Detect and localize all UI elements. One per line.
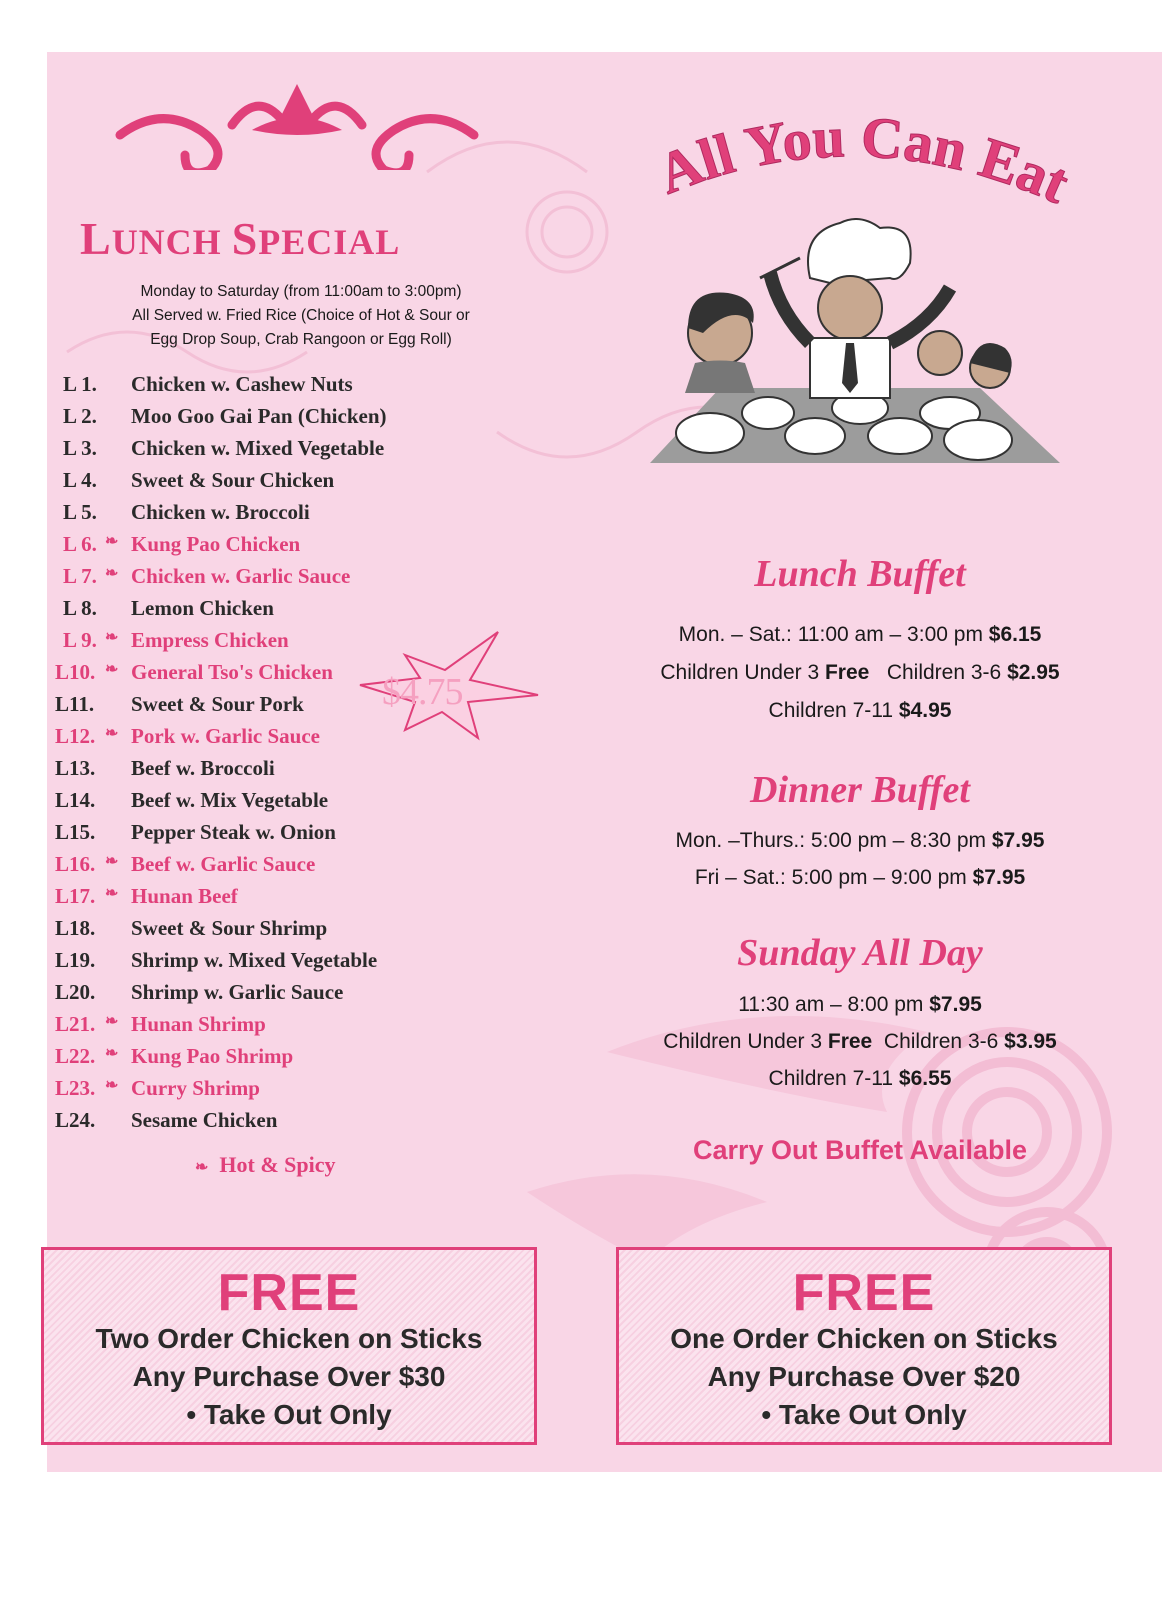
menu-item-name: Beef w. Mix Vegetable [131,788,329,812]
menu-item-name: Kung Pao Shrimp [131,1044,294,1068]
lunch-buffet-hours: Mon. – Sat.: 11:00 am – 3:00 pm $6.15 [678,623,1042,646]
menu-item-number: L23. [55,1076,96,1100]
menu-item-number: L11. [55,692,95,716]
lunch-special-price: $4.75 [382,671,463,713]
menu-item-name: General Tso's Chicken [131,660,333,684]
coupon-free-label: FREE [217,1264,361,1322]
chili-icon: ❧ [105,629,119,646]
menu-item-number: L 4. [63,468,97,492]
menu-item-name: Empress Chicken [131,628,289,652]
hot-spicy-legend: ❧ Hot & Spicy [195,1152,336,1177]
lunch-special-description [95,280,507,352]
menu-item-number: L18. [55,916,96,940]
menu-item-number: L20. [55,980,96,1004]
menu-item-name: Beef w. Garlic Sauce [131,852,316,876]
chili-icon: ❧ [105,661,119,678]
coupon-offer-line: Two Order Chicken on Sticks [95,1323,483,1354]
coupon-condition-line: Any Purchase Over $20 [707,1361,1021,1392]
menu-item-number: L13. [55,756,96,780]
chili-icon: ❧ [105,725,119,742]
chili-icon: ❧ [105,533,119,550]
menu-item-name: Chicken w. Garlic Sauce [131,564,351,588]
coupon-restriction-line: • Take Out Only [761,1399,967,1430]
dinner-buffet-weekday-hours: Mon. –Thurs.: 5:00 pm – 8:30 pm $7.95 [675,829,1045,852]
sunday-buffet-older-children-price: Children 7-11 $6.55 [768,1067,952,1090]
menu-item-name: Kung Pao Chicken [131,532,301,556]
menu-item-name: Moo Goo Gai Pan (Chicken) [131,404,387,428]
coupon-condition-line: Any Purchase Over $30 [132,1361,446,1392]
menu-item-number: L 2. [63,404,97,428]
menu-item-number: L24. [55,1108,96,1132]
menu-item-number: L17. [55,884,96,908]
chili-icon: ❧ [105,853,119,870]
lunch-special-title: LUNCH SPECIAL [80,213,401,264]
chili-icon: ❧ [105,565,119,582]
menu-item-name: Curry Shrimp [131,1076,260,1100]
menu-item-number: L21. [55,1012,96,1036]
lunch-note-line-2: Egg Drop Soup, Crab Rangoon or Egg Roll) [150,331,452,348]
lunch-buffet-older-children-price: Children 7-11 $4.95 [768,699,952,722]
menu-item-name: Shrimp w. Mixed Vegetable [131,948,378,972]
chili-icon: ❧ [105,1013,119,1030]
sunday-buffet-children-prices: Children Under 3 Free Children 3-6 $3.95 [663,1030,1057,1053]
sunday-buffet-title: Sunday All Day [737,932,983,974]
menu-item-number: L 8. [63,596,97,620]
chili-icon: ❧ [105,1077,119,1094]
menu-item-name: Chicken w. Cashew Nuts [131,372,353,396]
carry-out-buffet-notice: Carry Out Buffet Available [692,1135,1028,1165]
menu-item-number: L19. [55,948,96,972]
sunday-buffet-hours: 11:30 am – 8:00 pm $7.95 [738,993,982,1016]
menu-item-name: Pork w. Garlic Sauce [131,724,320,748]
chef-family-illustration [650,218,1060,468]
lunch-note-line-1: All Served w. Fried Rice (Choice of Hot & Sour or [132,307,470,324]
coupon-free-label: FREE [792,1264,936,1322]
menu-item-name: Sweet & Sour Shrimp [131,916,328,940]
menu-item-name: Shrimp w. Garlic Sauce [131,980,344,1004]
svg-text:All You Can Eat: All You Can Eat [649,104,1079,217]
chili-icon: ❧ [105,1045,119,1062]
menu-item-number: L 5. [63,500,97,524]
menu-item-name: Chicken w. Mixed Vegetable [131,436,385,460]
dinner-buffet-weekend-hours: Fri – Sat.: 5:00 pm – 9:00 pm $7.95 [694,866,1026,889]
coupon-restriction-line: • Take Out Only [186,1399,392,1430]
coupon-one-order [616,1247,1112,1445]
menu-item-name: Chicken w. Broccoli [131,500,310,524]
coupon-offer-line: One Order Chicken on Sticks [670,1323,1058,1354]
menu-item-number: L16. [55,852,96,876]
menu-item-number: L14. [55,788,96,812]
menu-item-name: Lemon Chicken [131,596,274,620]
menu-item-name: Hunan Beef [131,884,238,908]
menu-item-number: L 7. [63,564,97,588]
menu-item-number: L10. [55,660,96,684]
chili-icon: ❧ [195,1159,209,1176]
decorative-scroll-ornament [112,80,482,170]
dinner-buffet-title: Dinner Buffet [750,769,970,811]
lunch-buffet-title: Lunch Buffet [754,553,966,595]
lunch-buffet-children-prices: Children Under 3 Free Children 3-6 $2.95 [660,661,1060,684]
menu-item-number: L 3. [63,436,97,460]
menu-item-number: L 6. [63,532,97,556]
menu-item-number: L12. [55,724,96,748]
menu-item-name: Pepper Steak w. Onion [131,820,336,844]
menu-item-number: L22. [55,1044,96,1068]
menu-item-number: L 1. [63,372,97,396]
menu-item-number: L15. [55,820,96,844]
lunch-hours: Monday to Saturday (from 11:00am to 3:00pm) [140,283,462,300]
coupon-two-order [41,1247,537,1445]
menu-item-name: Beef w. Broccoli [131,756,275,780]
menu-item-name: Sweet & Sour Chicken [131,468,335,492]
menu-item-number: L 9. [63,628,97,652]
chili-icon: ❧ [105,885,119,902]
menu-item-name: Sweet & Sour Pork [131,692,304,716]
menu-item-name: Sesame Chicken [131,1108,278,1132]
menu-item-name: Hunan Shrimp [131,1012,266,1036]
